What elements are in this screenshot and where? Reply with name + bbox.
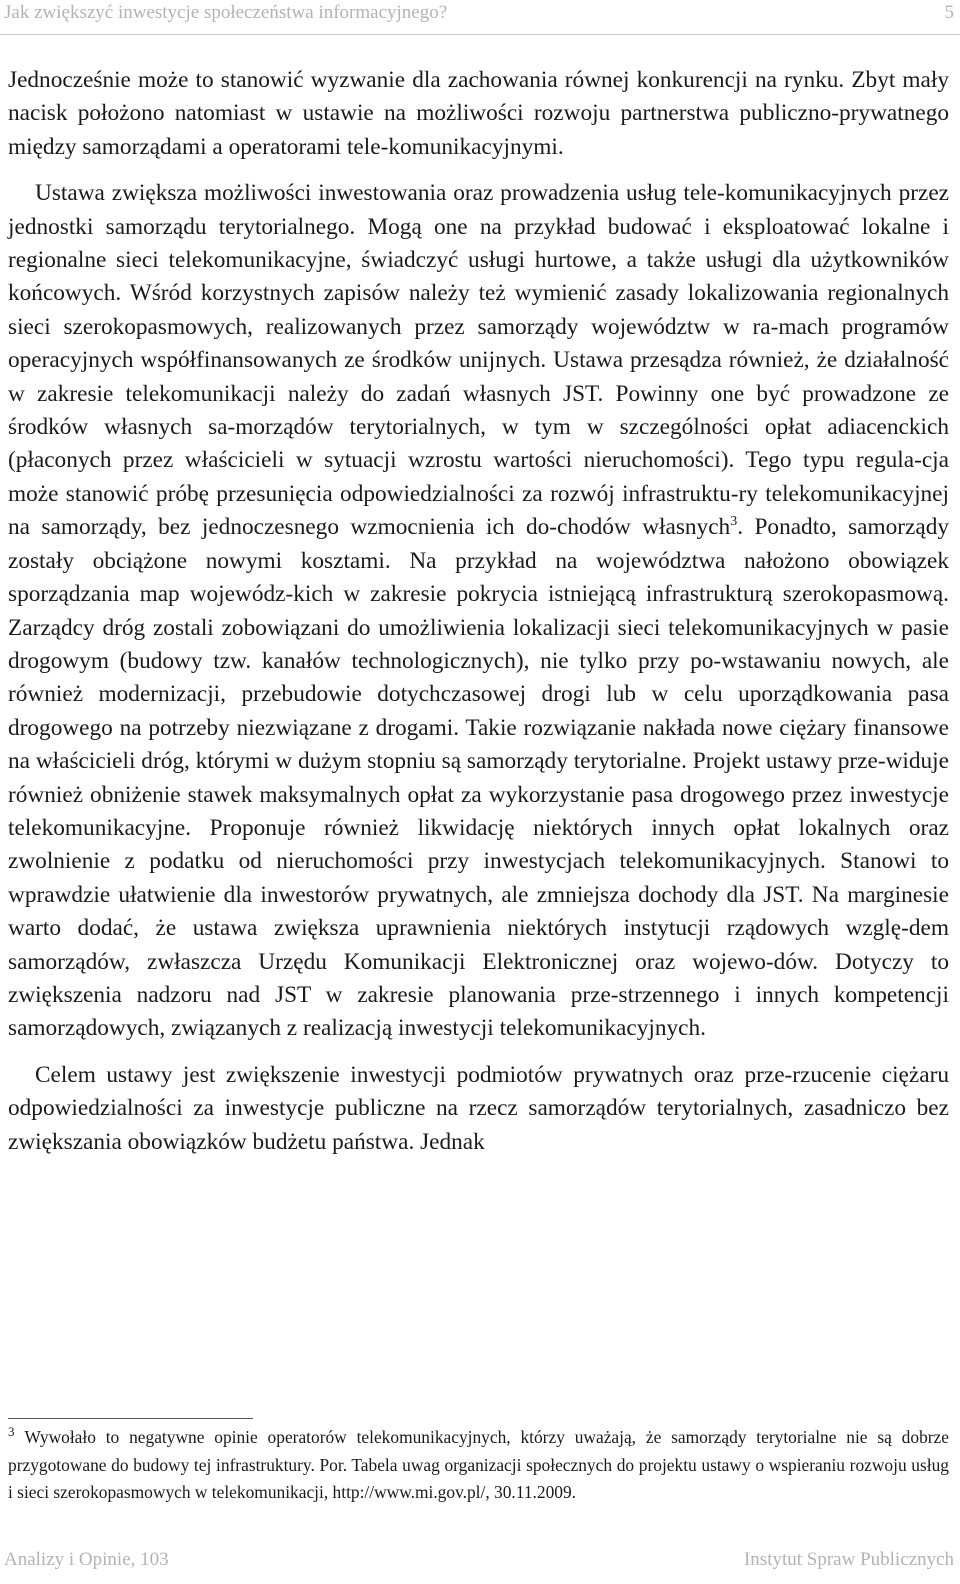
- footnote: [8, 1424, 949, 1507]
- body-text: [8, 64, 949, 1159]
- footnote-reference: 3: [730, 514, 738, 530]
- page-footer: [4, 1547, 954, 1577]
- paragraph-1: Jednocześnie może to stanowić wyzwanie dla zachowania równej konkurencji na rynku. Zbyt mały nacisk położono natomiast w ustawie na możliwości rozwoju partnerstwa publiczno-prywatnego między samorządami a operatorami tele-komunikacyjnymi.: [8, 67, 949, 160]
- running-header-title: Jak zwiększyć inwestycje społeczeństwa informacyjnego?: [4, 2, 448, 23]
- paragraph-2-text-a: Ustawa zwiększa możliwości inwestowania oraz prowadzenia usług tele-komunikacyjnych przez jednostki samorządu terytorialnego. Mogą one na przykład budować i eksploatować lokalne i regionalne sieci telekomunikacyjne, świadczyć usługi hurtowe, a także usługi dla użytkowników końcowych. Wśród korzystnych zapisów należy też wymienić zasady lokalizowania regionalnych sieci szerokopasmowych, realizowanych przez samorządy województw w ra-mach programów operacyjnych współfinansowanych ze środków unijnych. Ustawa przesądza również, że działalność w zakresie telekomunikacji należy do zadań własnych JST. Powinny one być prowadzone ze środków własnych sa-morządów terytorialnych, w tym w szczególności opłat adiacenckich (płaconych przez właścicieli w sytuacji wzrostu wartości nieruchomości). Tego typu regula-cja może stanowić próbę przesunięcia odpowiedzialności za rozwój infrastruktu-ry telekomunikacyjnej na samorządy, bez jednoczesnego wzmocnienia ich do-chodów własnych: [8, 180, 949, 541]
- running-header: [4, 0, 954, 30]
- paragraph-2: [8, 177, 949, 1046]
- paragraph-3: Celem ustawy jest zwiększenie inwestycji podmiotów prywatnych oraz prze-rzucenie ciężaru odpowiedzialności za inwestycje publiczne na rzecz samorządów terytorialnych, zasadniczo bez zwiększania obowiązków budżetu państwa. Jednak: [8, 1061, 949, 1155]
- paragraph-2-text-b: . Ponadto, samorządy zostały obciążone nowymi kosztami. Na przykład na województwa nałożono obowiązek sporządzania map wojewódz-kich w zakresie pokrycia istniejącą infrastrukturą szerokopasmową. Zarządcy dróg zostali zobowiązani do umożliwienia lokalizacji sieci telekomunikacyjnych w pasie drogowym (budowy tzw. kanałów technologicznych), nie tylko przy po-wstawaniu nowych, ale również modernizacji, przebudowie dotychczasowej drogi lub w celu uporządkowania pasa drogowego na potrzeby niezwiązane z drogami. Takie rozwiązanie nakłada nowe ciężary finansowe na właścicieli dróg, którymi w dużym stopniu są samorządy terytorialne. Projekt ustawy prze-widuje również obniżenie stawek maksymalnych opłat za wykorzystanie pasa drogowego przez inwestycje telekomunikacyjne. Proponuje również likwidację niektórych innych opłat lokalnych oraz zwolnienie z podatku od nieruchomości przy inwestycjach telekomunikacyjnych. Stanowi to wprawdzie ułatwienie dla inwestorów prywatnych, ale zmniejsza dochody dla JST. Na marginesie warto dodać, że ustawa zwiększa uprawnienia niektórych instytucji rządowych wzglę-dem samorządów, zwłaszcza Urzędu Komunikacji Elektronicznej oraz wojewo-dów. Dotyczy to zwiększenia nadzoru nad JST w zakresie planowania prze-strzennego i innych kompetencji samorządowych, związanych z realizacją inwestycji telekomunikacyjnych.: [8, 514, 950, 1042]
- page-number: 5: [944, 2, 954, 23]
- footnote-text: Wywołało to negatywne opinie operatorów telekomunikacyjnych, którzy uważają, że samorządy terytorialne nie są dobrze przygotowane do budowy tej infrastruktury. Por. Tabela uwag organizacji społecznych do projektu ustawy o wspieraniu rozwoju usług i sieci szerokopasmowych w telekomunikacji, http://www.mi.gov.pl/, 30.11.2009.: [8, 1427, 949, 1502]
- header-rule: [0, 34, 960, 35]
- footer-publication: Analizy i Opinie, 103: [4, 1549, 169, 1570]
- footer-publisher: Instytut Spraw Publicznych: [743, 1549, 954, 1570]
- footnote-mark: 3: [8, 1424, 15, 1439]
- footnote-rule: [8, 1418, 253, 1419]
